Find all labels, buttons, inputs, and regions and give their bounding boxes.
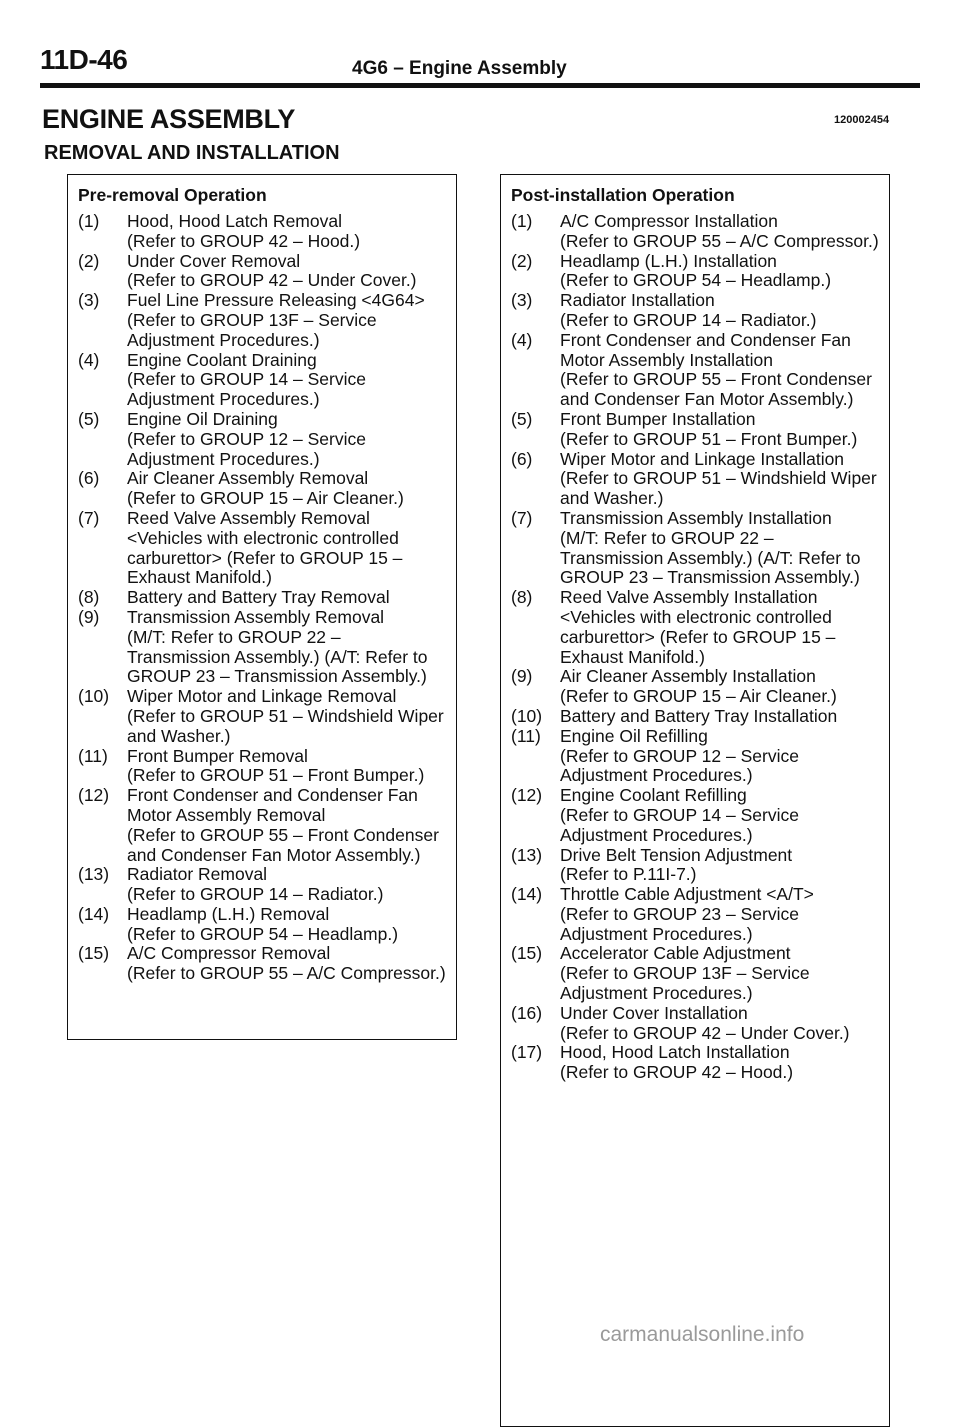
step-title: Radiator Removal [127, 864, 268, 885]
step-number: (15) [78, 943, 110, 964]
post-installation-box [500, 174, 890, 1427]
step-reference: (Refer to GROUP 23 – Service Adjustment Procedures.) [560, 903, 799, 944]
step-number: (16) [511, 1002, 543, 1023]
step-number: (2) [78, 250, 100, 271]
step-title: Front Condenser and Condenser Fan Motor Assembly Removal [127, 785, 418, 825]
step-title: Front Bumper Removal [127, 745, 308, 766]
step-body [127, 351, 446, 410]
step-title: Transmission Assembly Installation [560, 507, 832, 528]
step-number: (5) [78, 408, 100, 429]
step-item [78, 747, 446, 787]
step-title: Throttle Cable Adjustment <A/T> [560, 884, 814, 905]
step-title: Wiper Motor and Linkage Removal [127, 686, 397, 707]
step-number: (13) [511, 844, 543, 865]
step-title: Transmission Assembly Removal [127, 606, 385, 627]
step-title: Battery and Battery Tray Installation [560, 705, 838, 726]
step-item [78, 786, 446, 865]
step-body [127, 291, 446, 350]
step-reference: <Vehicles with electronic controlled carburettor> (Refer to GROUP 15 – Exhaust Manifold.) [560, 606, 836, 667]
header-title: 4G6 – Engine Assembly [352, 58, 567, 79]
step-body [127, 588, 446, 608]
step-item [78, 608, 446, 687]
step-item [78, 410, 446, 469]
step-item [511, 331, 879, 410]
step-body [560, 885, 879, 944]
step-reference: (Refer to GROUP 55 – A/C Compressor.) [560, 230, 879, 251]
step-reference: <Vehicles with electronic controlled carburettor> (Refer to GROUP 15 – Exhaust Manifold.) [127, 527, 403, 588]
step-body [560, 846, 879, 886]
step-number: (13) [78, 864, 110, 885]
step-title: Engine Coolant Refilling [560, 785, 747, 806]
step-reference: (Refer to P.11I-7.) [560, 864, 697, 885]
step-body [127, 687, 446, 746]
step-title: A/C Compressor Installation [560, 211, 778, 231]
step-title: Fuel Line Pressure Releasing <4G64> [127, 290, 425, 311]
step-body [127, 944, 446, 984]
step-reference: (Refer to GROUP 51 – Front Bumper.) [127, 765, 425, 786]
step-body [127, 252, 446, 292]
post-installation-steps [511, 212, 879, 1083]
step-body [560, 727, 879, 786]
step-number: (4) [511, 329, 533, 350]
step-item [511, 1043, 879, 1083]
step-body [127, 509, 446, 588]
step-title: Air Cleaner Assembly Installation [560, 666, 816, 687]
step-body [560, 1043, 879, 1083]
step-number: (2) [511, 250, 533, 271]
figure-id: 120002454 [834, 114, 890, 126]
step-body [560, 212, 879, 252]
step-item [78, 291, 446, 350]
step-body [560, 786, 879, 845]
step-title: Engine Oil Refilling [560, 725, 708, 746]
step-number: (8) [511, 587, 533, 608]
step-body [127, 865, 446, 905]
step-title: Engine Coolant Draining [127, 349, 317, 370]
pre-removal-box [67, 174, 457, 1040]
step-title: Accelerator Cable Adjustment [560, 943, 791, 964]
step-number: (7) [78, 507, 100, 528]
step-number: (11) [78, 745, 108, 766]
step-title: Reed Valve Assembly Removal [127, 507, 370, 528]
step-body [560, 291, 879, 331]
page-number: 11D-46 [40, 44, 128, 75]
step-item [511, 885, 879, 944]
step-item [78, 509, 446, 588]
step-reference: (Refer to GROUP 51 – Windshield Wiper and Washer.) [127, 705, 444, 746]
step-title: Hood, Hood Latch Installation [560, 1042, 790, 1063]
step-item [78, 865, 446, 905]
step-reference: (Refer to GROUP 54 – Headlamp.) [127, 923, 399, 944]
watermark-text: carmanualsonline.info [600, 1323, 805, 1346]
step-item [78, 469, 446, 509]
step-title: A/C Compressor Removal [127, 943, 331, 964]
step-reference: (Refer to GROUP 55 – Front Condenser and Condenser Fan Motor Assembly.) [127, 824, 439, 865]
step-number: (9) [511, 666, 533, 687]
step-number: (12) [511, 785, 543, 806]
step-number: (6) [78, 468, 100, 489]
step-body [560, 707, 879, 727]
step-number: (6) [511, 448, 533, 469]
step-reference: (Refer to GROUP 42 – Under Cover.) [560, 1022, 850, 1043]
step-reference: (Refer to GROUP 42 – Hood.) [127, 230, 361, 251]
step-title: Air Cleaner Assembly Removal [127, 468, 369, 489]
step-item [511, 727, 879, 786]
step-reference: (Refer to GROUP 15 – Air Cleaner.) [127, 488, 404, 509]
step-item [511, 410, 879, 450]
step-body [560, 410, 879, 450]
step-item [511, 786, 879, 845]
step-body [560, 252, 879, 292]
step-reference: (Refer to GROUP 14 – Radiator.) [127, 884, 384, 905]
step-reference: (Refer to GROUP 14 – Service Adjustment Procedures.) [127, 369, 366, 410]
step-item [511, 1004, 879, 1044]
post-installation-heading: Post-installation Operation [511, 185, 735, 205]
step-reference: (Refer to GROUP 15 – Air Cleaner.) [560, 686, 837, 707]
step-item [511, 944, 879, 1003]
step-title: Drive Belt Tension Adjustment [560, 844, 793, 865]
step-title: Wiper Motor and Linkage Installation [560, 448, 845, 469]
step-item [511, 588, 879, 667]
step-title: Hood, Hood Latch Removal [127, 211, 342, 231]
step-number: (14) [78, 903, 110, 924]
step-number: (1) [78, 211, 100, 231]
step-number: (5) [511, 408, 533, 429]
step-body [560, 450, 879, 509]
header-rule [40, 83, 920, 88]
step-reference: (M/T: Refer to GROUP 22 – Transmission Assembly.) (A/T: Refer to GROUP 23 – Transmission Assembly.) [127, 626, 428, 687]
step-reference: (Refer to GROUP 13F – Service Adjustment Procedures.) [127, 309, 377, 350]
step-number: (15) [511, 943, 543, 964]
step-item [78, 252, 446, 292]
step-number: (10) [78, 686, 110, 707]
step-reference: (Refer to GROUP 14 – Service Adjustment Procedures.) [560, 804, 799, 845]
step-title: Front Condenser and Condenser Fan Motor Assembly Installation [560, 329, 851, 370]
step-item [78, 588, 446, 608]
step-title: Radiator Installation [560, 290, 715, 311]
step-title: Under Cover Installation [560, 1002, 748, 1023]
step-body [560, 331, 879, 410]
step-title: Under Cover Removal [127, 250, 301, 271]
step-number: (9) [78, 606, 100, 627]
step-number: (10) [511, 705, 543, 726]
step-reference: (M/T: Refer to GROUP 22 – Transmission Assembly.) (A/T: Refer to GROUP 23 – Transmission Assembly.) [560, 527, 861, 588]
step-body [127, 608, 446, 687]
step-reference: (Refer to GROUP 14 – Radiator.) [560, 309, 817, 330]
step-reference: (Refer to GROUP 51 – Windshield Wiper and Washer.) [560, 468, 877, 509]
step-item [78, 212, 446, 252]
step-reference: (Refer to GROUP 54 – Headlamp.) [560, 270, 832, 291]
pre-removal-heading: Pre-removal Operation [78, 185, 267, 205]
step-item [511, 667, 879, 707]
step-reference: (Refer to GROUP 12 – Service Adjustment Procedures.) [127, 428, 366, 469]
step-body [560, 944, 879, 1003]
step-reference: (Refer to GROUP 13F – Service Adjustment Procedures.) [560, 963, 810, 1004]
step-number: (3) [78, 290, 100, 311]
step-body [560, 667, 879, 707]
step-item [511, 707, 879, 727]
step-number: (17) [511, 1042, 543, 1063]
section-title: ENGINE ASSEMBLY [42, 104, 296, 134]
step-body [127, 410, 446, 469]
page-header [0, 0, 960, 79]
step-number: (3) [511, 290, 533, 311]
step-title: Engine Oil Draining [127, 408, 278, 429]
step-number: (8) [78, 587, 100, 608]
pre-removal-steps [78, 212, 446, 984]
subsection-title: REMOVAL AND INSTALLATION [44, 142, 340, 164]
step-body [127, 747, 446, 787]
step-body [560, 509, 879, 588]
step-number: (1) [511, 211, 533, 231]
step-title: Front Bumper Installation [560, 408, 756, 429]
step-item [78, 905, 446, 945]
step-title: Reed Valve Assembly Installation [560, 587, 818, 608]
step-reference: (Refer to GROUP 42 – Hood.) [560, 1062, 794, 1083]
step-item [78, 944, 446, 984]
step-title: Headlamp (L.H.) Installation [560, 250, 777, 271]
step-item [78, 351, 446, 410]
step-item [511, 846, 879, 886]
step-number: (4) [78, 349, 100, 370]
step-body [127, 469, 446, 509]
step-reference: (Refer to GROUP 12 – Service Adjustment Procedures.) [560, 745, 799, 786]
step-reference: (Refer to GROUP 51 – Front Bumper.) [560, 428, 858, 449]
step-number: (7) [511, 507, 533, 528]
step-body [127, 786, 446, 865]
step-number: (12) [78, 785, 110, 806]
step-body [560, 588, 879, 667]
step-item [511, 509, 879, 588]
step-title: Battery and Battery Tray Removal [127, 587, 390, 608]
step-item [511, 252, 879, 292]
step-item [511, 450, 879, 509]
step-number: (14) [511, 884, 543, 905]
step-reference: (Refer to GROUP 55 – A/C Compressor.) [127, 963, 446, 984]
step-item [511, 291, 879, 331]
step-body [127, 905, 446, 945]
step-reference: (Refer to GROUP 42 – Under Cover.) [127, 270, 417, 291]
step-body [560, 1004, 879, 1044]
step-title: Headlamp (L.H.) Removal [127, 903, 330, 924]
step-item [511, 212, 879, 252]
step-number: (11) [511, 725, 541, 746]
step-item [78, 687, 446, 746]
step-reference: (Refer to GROUP 55 – Front Condenser and Condenser Fan Motor Assembly.) [560, 369, 872, 410]
step-body [127, 212, 446, 252]
